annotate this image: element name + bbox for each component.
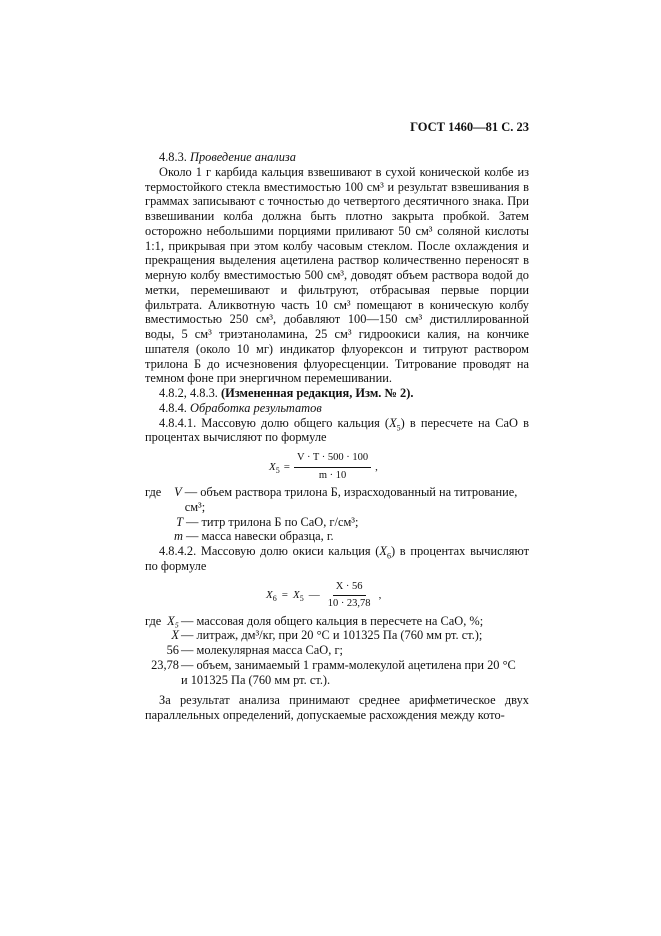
definition-row xyxy=(145,628,529,643)
page-header: ГОСТ 1460—81 С. 23 xyxy=(410,120,529,134)
fraction xyxy=(294,451,371,484)
para-tail: ) в пересчете на CaO в процентах вычисляют по формуле xyxy=(145,415,529,445)
def-prefix xyxy=(145,529,165,544)
def-symbol: 23,78 xyxy=(151,657,179,672)
definition-row xyxy=(145,485,529,515)
formula-lhs-sub: 6 xyxy=(272,594,277,604)
def-symbol: X₅ xyxy=(167,613,179,628)
formula-lhs-sub: 5 xyxy=(275,466,280,476)
def-text: — титр трилона Б по CaO, г/см³; xyxy=(186,514,359,529)
section-number: 4.8.4. xyxy=(159,400,187,415)
amendment-note xyxy=(145,386,529,401)
formula-lhs: X xyxy=(269,460,276,473)
formula-x5 xyxy=(145,447,529,483)
symbol: X xyxy=(389,415,397,430)
formula-x6 xyxy=(145,576,529,612)
fraction-numerator: X · 56 xyxy=(333,580,366,597)
def-prefix xyxy=(145,643,165,658)
equals-sign: = xyxy=(281,589,288,602)
def-text: — литраж, дм³/кг, при 20 °С и 101325 Па (760 мм рт. ст.); xyxy=(181,628,483,643)
definition-row xyxy=(145,614,529,629)
def-text: — объем раствора трилона Б, израсходованный на титрование, см³; xyxy=(184,485,518,514)
def-prefix xyxy=(145,515,165,530)
def-text: — массовая доля общего кальция в пересчете на CaO, %; xyxy=(181,613,484,628)
definitions-2 xyxy=(145,614,529,688)
section-4-8-4-1 xyxy=(145,416,529,446)
def-prefix xyxy=(145,628,165,643)
amendment-text: (Измененная редакция, Изм. № 2). xyxy=(220,386,414,400)
def-text: — объем, занимаемый 1 грамм-молекулой ацетилена при 20 °С и 101325 Па (760 мм рт. ст.). xyxy=(181,657,516,687)
fraction xyxy=(325,580,374,613)
closing-paragraph: За результат анализа принимают среднее арифметическое двух параллельных определений, допускаемые расхождения между кото- xyxy=(145,693,529,722)
para-tail: ) в процентах вычисляют по формуле xyxy=(145,544,529,573)
symbol-subscript: 5 xyxy=(396,422,401,432)
section-number: 4.8.3. xyxy=(159,150,187,164)
def-symbol: T xyxy=(176,514,183,529)
fraction-denominator: 10 · 23,78 xyxy=(327,598,371,610)
section-4-8-4-heading xyxy=(145,401,529,416)
definition-row xyxy=(145,515,529,530)
minus-sign: — xyxy=(308,589,320,602)
para-lead: 4.8.4.1. Массовую долю общего кальция ( xyxy=(159,415,390,430)
section-title: Проведение анализа xyxy=(190,150,296,164)
definition-row xyxy=(145,643,529,658)
section-4-8-4-2 xyxy=(145,544,529,574)
formula-comma: , xyxy=(375,460,378,473)
section-title: Обработка результатов xyxy=(190,400,322,415)
fraction-numerator: V · T · 500 · 100 xyxy=(294,451,371,468)
def-symbol: 56 xyxy=(166,643,179,657)
formula-term-sub: 5 xyxy=(299,594,304,604)
equals-sign: = xyxy=(283,460,290,473)
def-text: — масса навески образца, г. xyxy=(186,529,334,544)
def-symbol: m xyxy=(174,529,183,544)
definition-row xyxy=(137,658,529,688)
symbol: X xyxy=(379,544,387,558)
para-lead: 4.8.4.2. Массовую долю окиси кальция ( xyxy=(159,544,380,558)
section-4-8-3-body: Около 1 г карбида кальция взвешивают в сухой конической колбе из термостойкого стекла вместимостью 100 см³ и результат взвешивания в граммах записывают с точностью до четвертого десятичного знака. При взвешивании колба должна быть плотно закрыта пробкой. Затем осторожно небольшими порциями приливают 50 см³ соляной кислоты 1:1, прикрывая при этом колбу часовым стеклом. После охлаждения и прекращения выделения ацетилена раствор количественно переносят в мерную колбу вместимостью 500 см³, доводят объем раствора водой до метки, перемешивают и фильтруют, отбрасывая первые порции фильтрата. Аликвотную часть 10 см³ помещают в коническую колбу вместимостью 250 см³, добавляют 100—150 см³ дистиллированной воды, 5 см³ триэтаноламина, 25 см³ гидроокиси калия, на кончике шпателя (около 10 мг) индикатор флуорексон и титруют раствором трилона Б до исчезновения флуоресценции. Титрование проводят на темном фоне при энергичном перемешивании. xyxy=(145,164,529,386)
def-text: — молекулярная масса CaO, г; xyxy=(181,643,343,657)
def-prefix: где xyxy=(145,613,162,628)
document-body xyxy=(145,150,529,723)
amendment-refs: 4.8.2, 4.8.3. xyxy=(159,386,218,400)
def-symbol: X xyxy=(171,628,179,643)
formula-lhs: X xyxy=(266,589,273,602)
symbol-subscript: 6 xyxy=(386,551,391,561)
formula-term: X xyxy=(292,589,300,602)
def-prefix: где xyxy=(145,485,162,499)
fraction-denominator: m · 10 xyxy=(318,469,347,481)
section-4-8-3-heading xyxy=(145,150,529,165)
definition-row xyxy=(145,529,529,544)
definitions-1 xyxy=(145,485,529,544)
formula-comma: , xyxy=(378,589,382,602)
def-symbol: V xyxy=(174,485,182,499)
